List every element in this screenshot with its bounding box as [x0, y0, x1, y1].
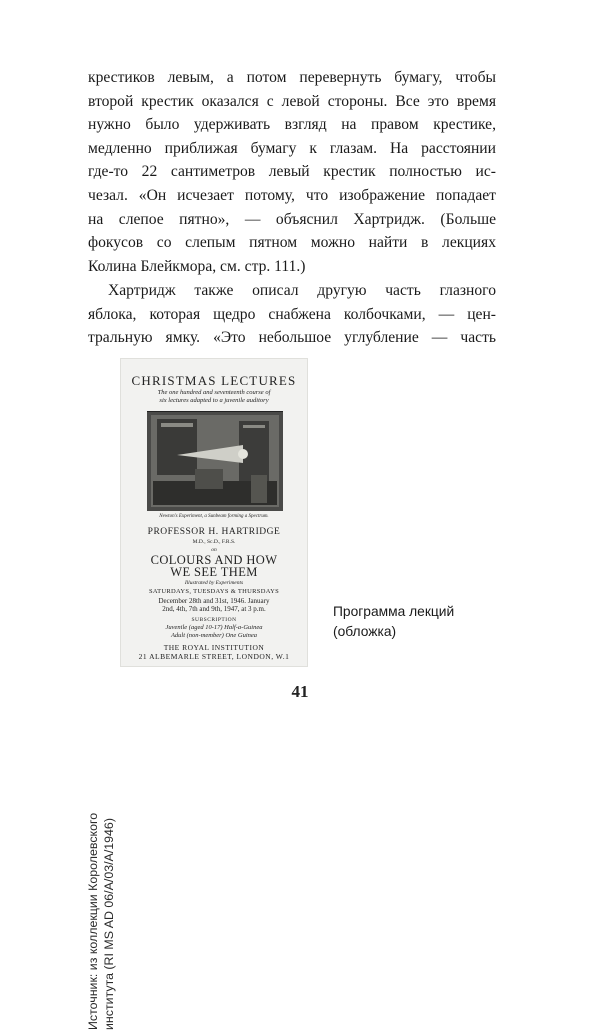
- lecturer-degrees: M.D., Sc.D., F.R.S.: [192, 539, 236, 545]
- image-source-credit: [85, 720, 125, 1030]
- newton-experiment-engraving: [147, 411, 283, 511]
- fee-line: Juvenile (aged 10-17) Half-a-Guinea: [165, 624, 263, 631]
- text-line: на слепое пятно», — объяснил Хартридж. (Больше: [88, 210, 496, 228]
- subscription-heading: SUBSCRIPTION: [191, 617, 237, 623]
- course-title: [121, 554, 307, 578]
- lecture-programme-cover: [120, 358, 308, 667]
- text-line: нужно было удерживать взгляд на правом крестике,: [88, 116, 496, 134]
- poster-subtitle-line: The one hundred and seventeenth course of: [157, 389, 271, 396]
- figure-caption-line: Программа лекций: [333, 604, 455, 619]
- body-paragraph-2: [88, 279, 496, 350]
- lecture-dates-line: December 28th and 31st, 1946. January: [158, 597, 270, 605]
- credit-line-2: института (RI MS AD 06/A/03/A/1946): [102, 818, 116, 1030]
- text-line: фокусов со слепым пятном можно найти в лекциях: [88, 234, 496, 252]
- text-line: тральную ямку. «Это небольшое углубление — часть: [88, 329, 496, 347]
- poster-title: CHRISTMAS LECTURES: [131, 373, 297, 388]
- poster-subtitle-line: six lectures adapted to a juvenile auditory: [159, 397, 269, 404]
- lecture-dates: [121, 597, 307, 613]
- subscription-fees: [121, 624, 307, 639]
- course-title-line: WE SEE THEM: [170, 565, 258, 579]
- credit-line-1: Источник: из коллекции Королевского: [86, 812, 100, 1030]
- page-number: 41: [291, 682, 309, 701]
- course-title-line: COLOURS AND HOW: [150, 553, 278, 567]
- text-line: Хартридж также описал другую часть глазного: [108, 282, 496, 299]
- text-line: где-то 22 сантиметров левый крестик полностью ис-: [88, 163, 496, 181]
- lecture-dates-line: 2nd, 4th, 7th and 9th, 1947, at 3 p.m.: [162, 605, 266, 613]
- poster-subtitle: [121, 389, 307, 405]
- text-line: второй крестик оказался с левой стороны. Все это время: [88, 92, 496, 110]
- institution-line: 21 ALBEMARLE STREET, LONDON, W.1: [138, 652, 290, 661]
- figure-caption-line: (обложка): [333, 624, 397, 639]
- institution-line: THE ROYAL INSTITUTION: [163, 643, 265, 652]
- poster-illustrated: Illustrated by Experiments: [184, 580, 244, 586]
- lecture-days: SATURDAYS, TUESDAYS & THURSDAYS: [148, 588, 280, 595]
- text-line: чезал. «Он исчезает потому, что изображение попадает: [88, 186, 496, 204]
- text-line: Колина Блейкмора, см. стр. 111.): [88, 257, 306, 275]
- engraving-caption: Newton's Experiment, a Sunbeam forming a Spectrum.: [159, 514, 269, 519]
- body-paragraph-1: [88, 66, 496, 278]
- text-line: медленно приближая бумагу к глазам. На расстоянии: [88, 139, 496, 157]
- text-line: яблока, которая щедро снабжена колбочками, — цен-: [88, 305, 496, 323]
- text-line: крестиков левым, а потом перевернуть бумагу, чтобы: [88, 69, 496, 86]
- institution-address: [121, 643, 307, 661]
- fee-line: Adult (non-member) One Guinea: [170, 631, 258, 639]
- figure-caption: [333, 602, 454, 642]
- lecturer-name: PROFESSOR H. HARTRIDGE: [147, 527, 281, 537]
- poster-on: on: [211, 547, 217, 553]
